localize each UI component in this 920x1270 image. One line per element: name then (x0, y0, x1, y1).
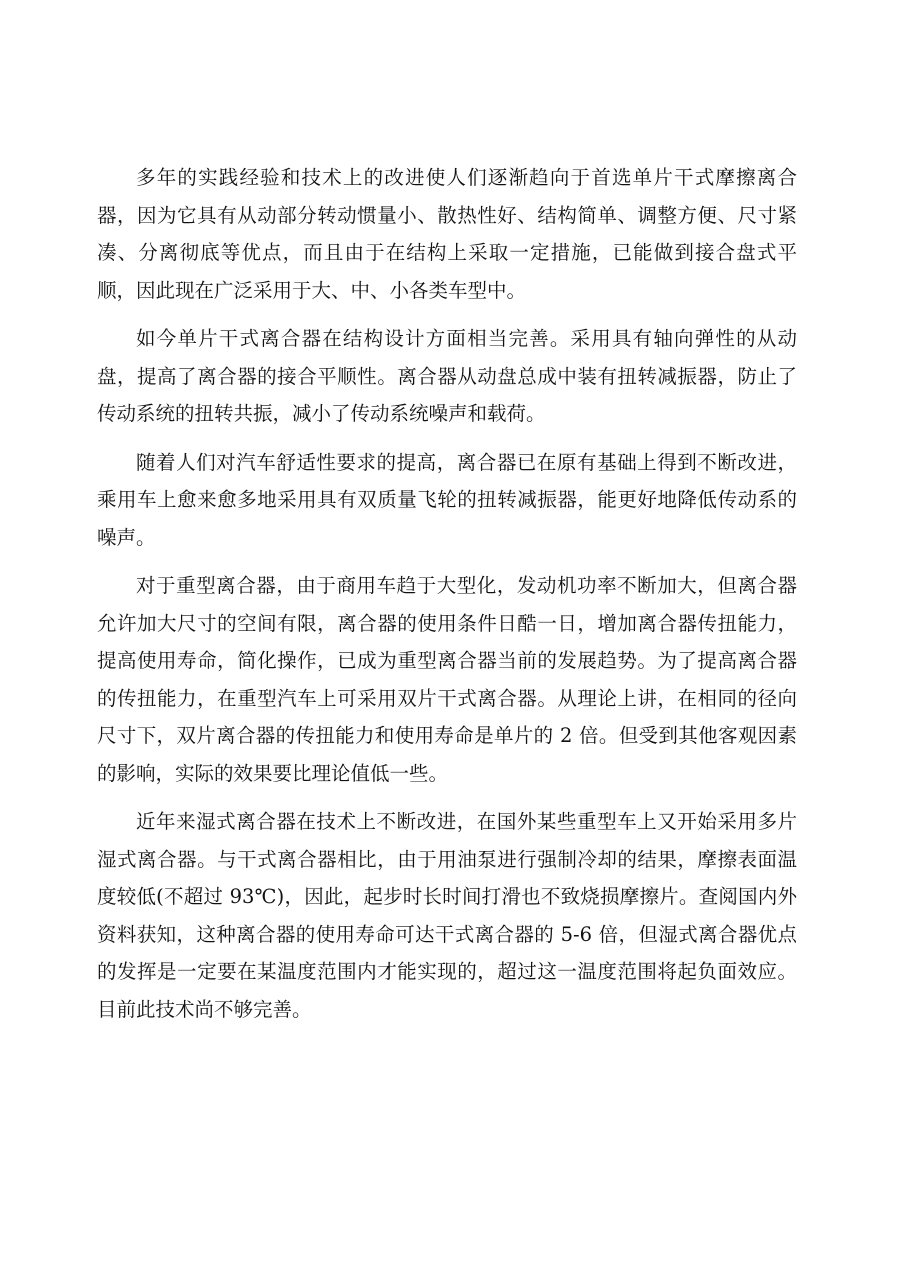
paragraph-single-plate-dry-clutch: 多年的实践经验和技术上的改进使人们逐渐趋向于首选单片干式摩擦离合器，因为它具有从动部分转动惯量小、散热性好、结构简单、调整方便、尺寸紧凑、分离彻底等优点，而且由于在结构上采取一定措施，已能做到接合盘式平顺，因此现在广泛采用于大、中、小各类车型中。 (97, 166, 797, 302)
paragraph-wet-clutch: 近年来湿式离合器在技术上不断改进，在国外某些重型车上又开始采用多片湿式离合器。与干式离合器相比，由于用油泵进行强制冷却的结果，摩擦表面温度较低(不超过 93℃)，因此，起步时长时间打滑也不致烧损摩擦片。查阅国内外资料获知，这种离合器的使用寿命可达干式离合器的 5-6 倍，但湿式离合器优点的发挥是一定要在某温度范围内才能实现的，超过这一温度范围将起负面效应。目前此技术尚不够完善。 (97, 810, 797, 1021)
document-body (97, 159, 797, 1039)
paragraph-heavy-duty-clutch: 对于重型离合器，由于商用车趋于大型化，发动机功率不断加大，但离合器允许加大尺寸的空间有限，离合器的使用条件日酷一日，增加离合器传扭能力，提高使用寿命，简化操作，已成为重型离合器当前的发展趋势。为了提高离合器的传扭能力，在重型汽车上可采用双片干式离合器。从理论上讲，在相同的径向尺寸下，双片离合器的传扭能力和使用寿命是单片的 2 倍。但受到其他客观因素的影响，实际的效果要比理论值低一些。 (97, 574, 797, 785)
paragraph-comfort-improvement: 随着人们对汽车舒适性要求的提高，离合器已在原有基础上得到不断改进，乘用车上愈来愈多地采用具有双质量飞轮的扭转减振器，能更好地降低传动系的噪声。 (97, 450, 797, 549)
paragraph-structure-design: 如今单片干式离合器在结构设计方面相当完善。采用具有轴向弹性的从动盘，提高了离合器的接合平顺性。离合器从动盘总成中装有扭转减振器，防止了传动系统的扭转共振，减小了传动系统噪声和载荷。 (97, 327, 797, 425)
